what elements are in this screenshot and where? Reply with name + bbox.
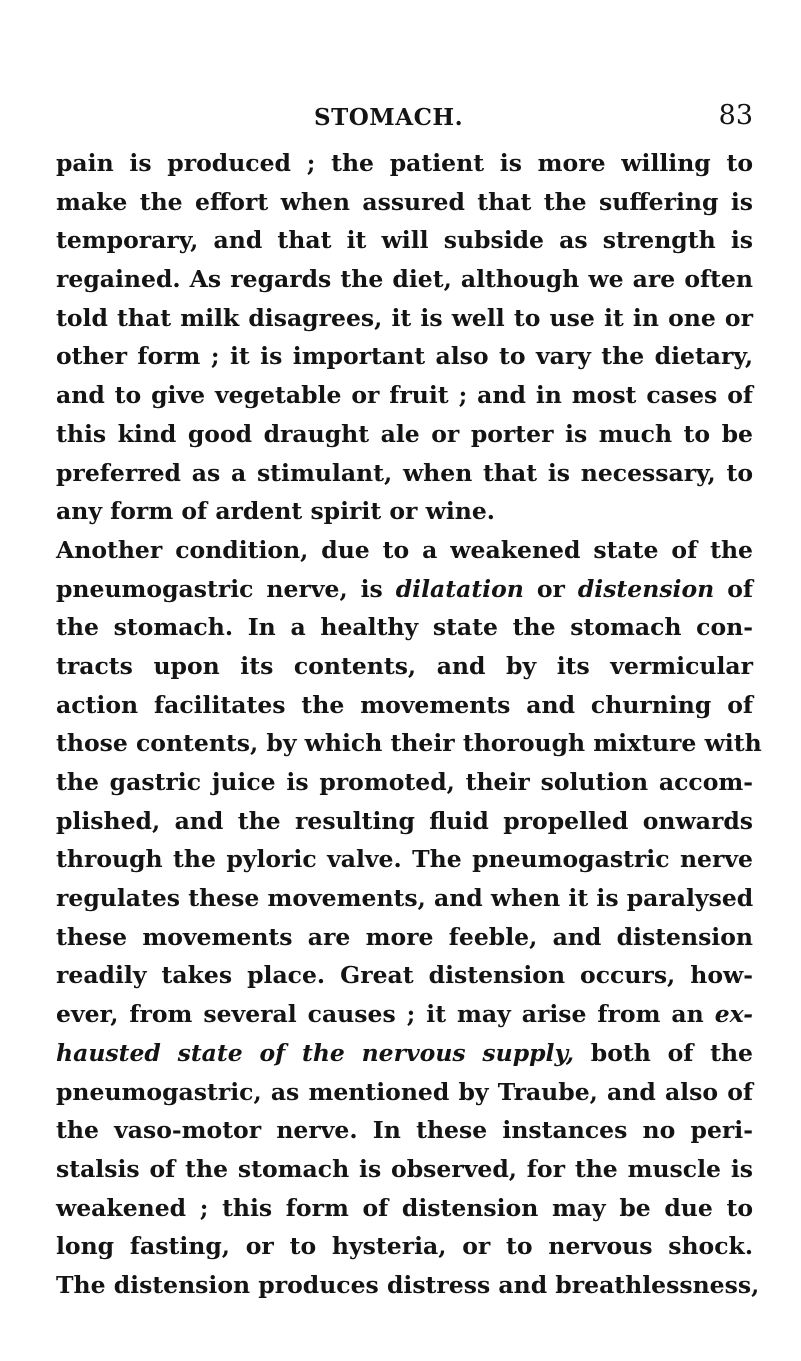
text-run: regulates these movements, and when it is paralysed (56, 884, 754, 913)
text-line (56, 415, 753, 454)
page-number: 83 (718, 100, 753, 131)
text-line (56, 918, 753, 957)
text-line (56, 454, 753, 493)
text-run: told that milk disagrees, it is well to use it in one or (56, 303, 753, 332)
italic-text: hausted state of the nervous supply, (56, 1038, 575, 1067)
text-line (56, 608, 753, 647)
text-line (56, 531, 753, 570)
text-run: pneumogastric, as mentioned by Traube, and also of (56, 1077, 753, 1106)
text-line (56, 686, 753, 725)
text-run: stalsis of the stomach is observed, for the muscle is (56, 1154, 753, 1183)
text-line (56, 879, 753, 918)
text-run: any form of ardent spirit or wine. (56, 497, 495, 526)
text-line (56, 260, 753, 299)
text-run: ever, from several causes ; it may arise from an (56, 1000, 715, 1029)
text-run: The distension produces distress and breathlessness, (56, 1270, 760, 1299)
text-run: pneumogastric nerve, is (56, 574, 396, 603)
text-line (56, 376, 753, 415)
text-line (56, 647, 753, 686)
text-line (56, 1266, 760, 1305)
text-run: those contents, by which their thorough mixture with (56, 729, 762, 758)
text-run: the vaso-motor nerve. In these instances no peri- (56, 1116, 753, 1145)
text-line (56, 840, 753, 879)
text-line (56, 492, 753, 531)
text-run: the stomach. In a healthy state the stomach con- (56, 613, 753, 642)
text-run: both of the (574, 1038, 753, 1067)
text-line (56, 221, 753, 260)
running-title: STOMACH. (314, 104, 464, 131)
text-run: long fasting, or to hysteria, or to nervous shock. (56, 1232, 753, 1261)
text-run: weakened ; this form of distension may be due to (56, 1193, 753, 1222)
text-line (56, 1189, 753, 1228)
text-run: preferred as a stimulant, when that is necessary, to (56, 458, 753, 487)
italic-text: ex- (714, 1000, 753, 1029)
text-run: tracts upon its contents, and by its vermicular (56, 651, 753, 680)
text-run: make the effort when assured that the suffering is (56, 187, 753, 216)
italic-text: dilatation (395, 574, 524, 603)
text-run: pain is produced ; the patient is more willing to (56, 149, 753, 177)
text-line (56, 1150, 753, 1189)
text-line (56, 1073, 753, 1112)
text-line (56, 724, 762, 763)
text-line (56, 144, 753, 183)
text-run: the gastric juice is promoted, their solution accom- (56, 768, 753, 796)
text-line (56, 995, 753, 1034)
text-line (56, 299, 753, 338)
text-run: readily takes place. Great distension occurs, how- (56, 961, 753, 990)
italic-text: distension (577, 574, 715, 603)
text-line (56, 956, 753, 995)
text-run: other form ; it is important also to vary the dietary, (56, 342, 753, 371)
text-line (56, 1034, 753, 1073)
text-run: of (714, 574, 753, 603)
text-run: regained. As regards the diet, although we are often (56, 265, 753, 294)
running-head (56, 100, 753, 140)
body-text (56, 144, 762, 1305)
text-run: and to give vegetable or fruit ; and in most cases of (56, 381, 753, 410)
text-run: these movements are more feeble, and distension (56, 922, 753, 951)
text-run: Another condition, due to a weakened state of the (56, 535, 753, 564)
text-run: this kind good draught ale or porter is much to be (56, 419, 753, 448)
text-run: temporary, and that it will subside as strength is (56, 226, 753, 255)
text-line (56, 1227, 753, 1266)
text-line (56, 183, 753, 222)
text-run: plished, and the resulting fluid propelled onwards (56, 806, 753, 835)
text-line (56, 1111, 753, 1150)
text-line (56, 337, 753, 376)
text-run: through the pyloric valve. The pneumogastric nerve (56, 845, 753, 874)
text-line (56, 570, 753, 609)
text-line (56, 802, 753, 841)
text-line (56, 763, 753, 802)
text-run: action facilitates the movements and churning of (56, 690, 753, 719)
text-run: or (523, 574, 578, 603)
